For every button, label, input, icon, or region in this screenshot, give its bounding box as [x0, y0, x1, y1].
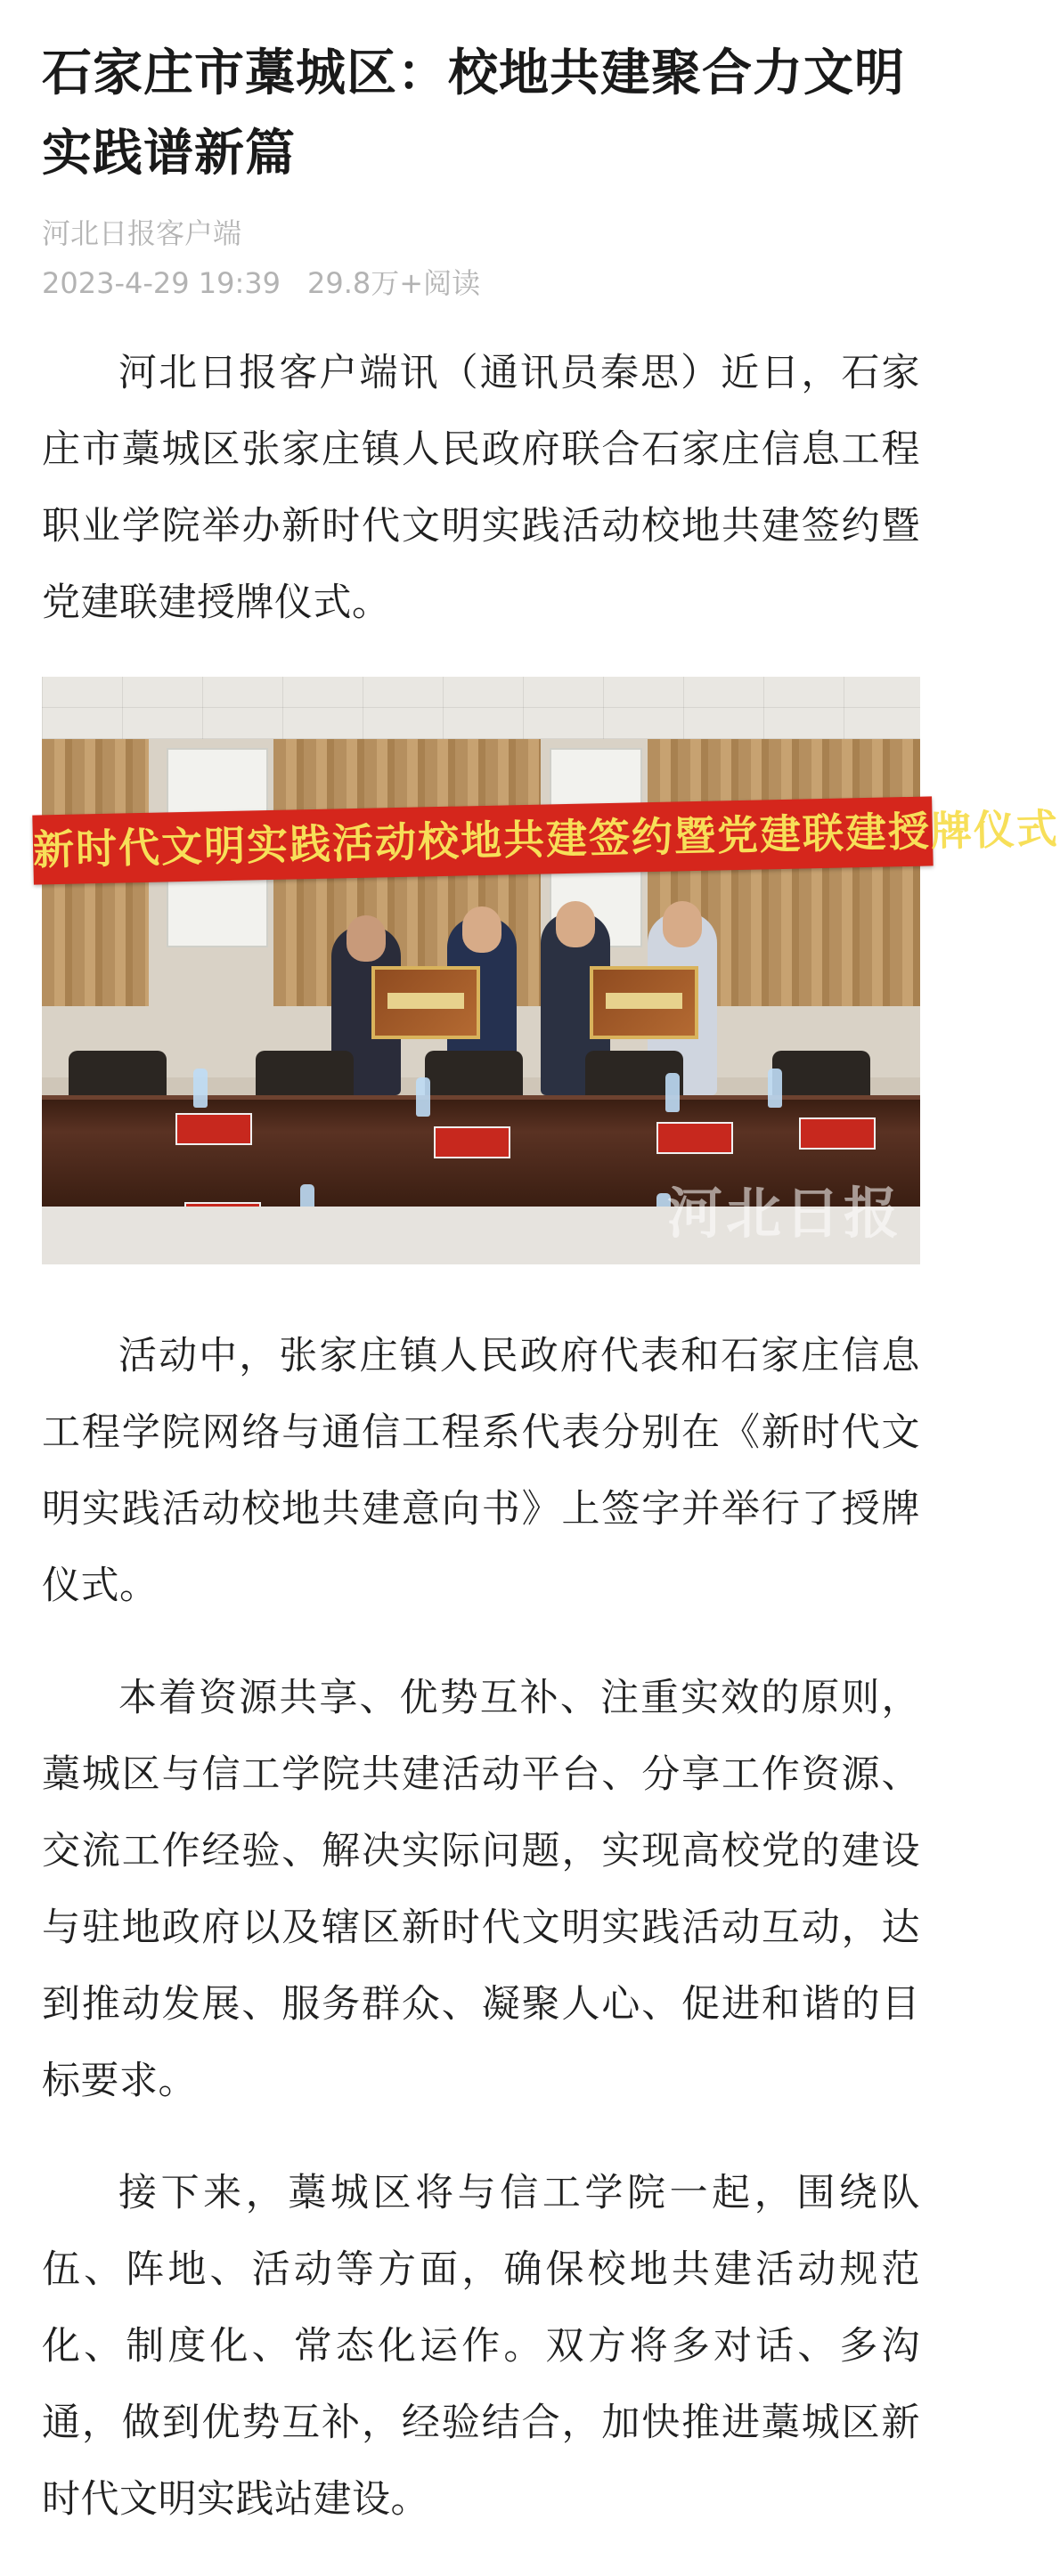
photo-name-card	[434, 1126, 510, 1158]
article-body	[32, 335, 1060, 2538]
photo-watermark: 河北日报	[666, 1181, 902, 1246]
photo-banner: 新时代文明实践活动校地共建签约暨党建联建授牌仪式	[32, 796, 933, 884]
article-meta	[42, 208, 920, 308]
photo-water-bottle	[416, 1077, 430, 1117]
photo-water-bottle	[768, 1069, 782, 1108]
article-meta-line	[42, 258, 920, 308]
photo-person-head	[556, 901, 595, 947]
paragraph-2: 活动中，张家庄镇人民政府代表和石家庄信息工程学院网络与通信工程系代表分别在《新时代文明实践活动校地共建意向书》上签字并举行了授牌仪式。	[42, 1334, 920, 1608]
photo-name-card	[175, 1113, 252, 1145]
paragraph-4: 接下来，藁城区将与信工学院一起，围绕队伍、阵地、活动等方面，确保校地共建活动规范化、制度化、常态化运作。双方将多对话、多沟通，做到优势互补，经验结合，加快推进藁城区新时代文明实践站建设。	[42, 2171, 920, 2522]
photo-water-bottle	[665, 1073, 680, 1112]
photo-chair	[425, 1051, 523, 1101]
photo-chair	[256, 1051, 354, 1101]
photo-plaque	[590, 966, 698, 1039]
paragraph-3: 本着资源共享、优势互补、注重实效的原则，藁城区与信工学院共建活动平台、分享工作资源、交流工作经验、解决实际问题，实现高校党的建设与驻地政府以及辖区新时代文明实践活动互动，达到推动发展、服务群众、凝聚人心、促进和谐的目标要求。	[42, 1676, 920, 2103]
article-datetime: 2023-4-29 19:39	[42, 266, 281, 300]
article	[32, 34, 1060, 2573]
photo-person-head	[347, 915, 386, 962]
photo-person-head	[462, 906, 501, 953]
photo-ceiling	[42, 677, 920, 739]
article-source[interactable]: 河北日报客户端	[42, 216, 242, 250]
photo-name-card	[799, 1117, 876, 1150]
photo-chair	[772, 1051, 870, 1101]
article-title: 石家庄市藁城区：校地共建聚合力文明实践谱新篇	[42, 45, 905, 183]
article-photo[interactable]	[32, 677, 1060, 1264]
photo-person-head	[663, 901, 702, 947]
photo-plaque	[371, 966, 480, 1039]
paragraph-1: 河北日报客户端讯（通讯员秦思）近日，石家庄市藁城区张家庄镇人民政府联合石家庄信息工程职业学院举办新时代文明实践活动校地共建签约暨党建联建授牌仪式。	[42, 351, 920, 625]
photo-chair	[69, 1051, 167, 1101]
photo-name-card	[656, 1122, 733, 1154]
article-read-count: 29.8万+阅读	[307, 266, 481, 300]
photo-water-bottle	[193, 1069, 208, 1108]
